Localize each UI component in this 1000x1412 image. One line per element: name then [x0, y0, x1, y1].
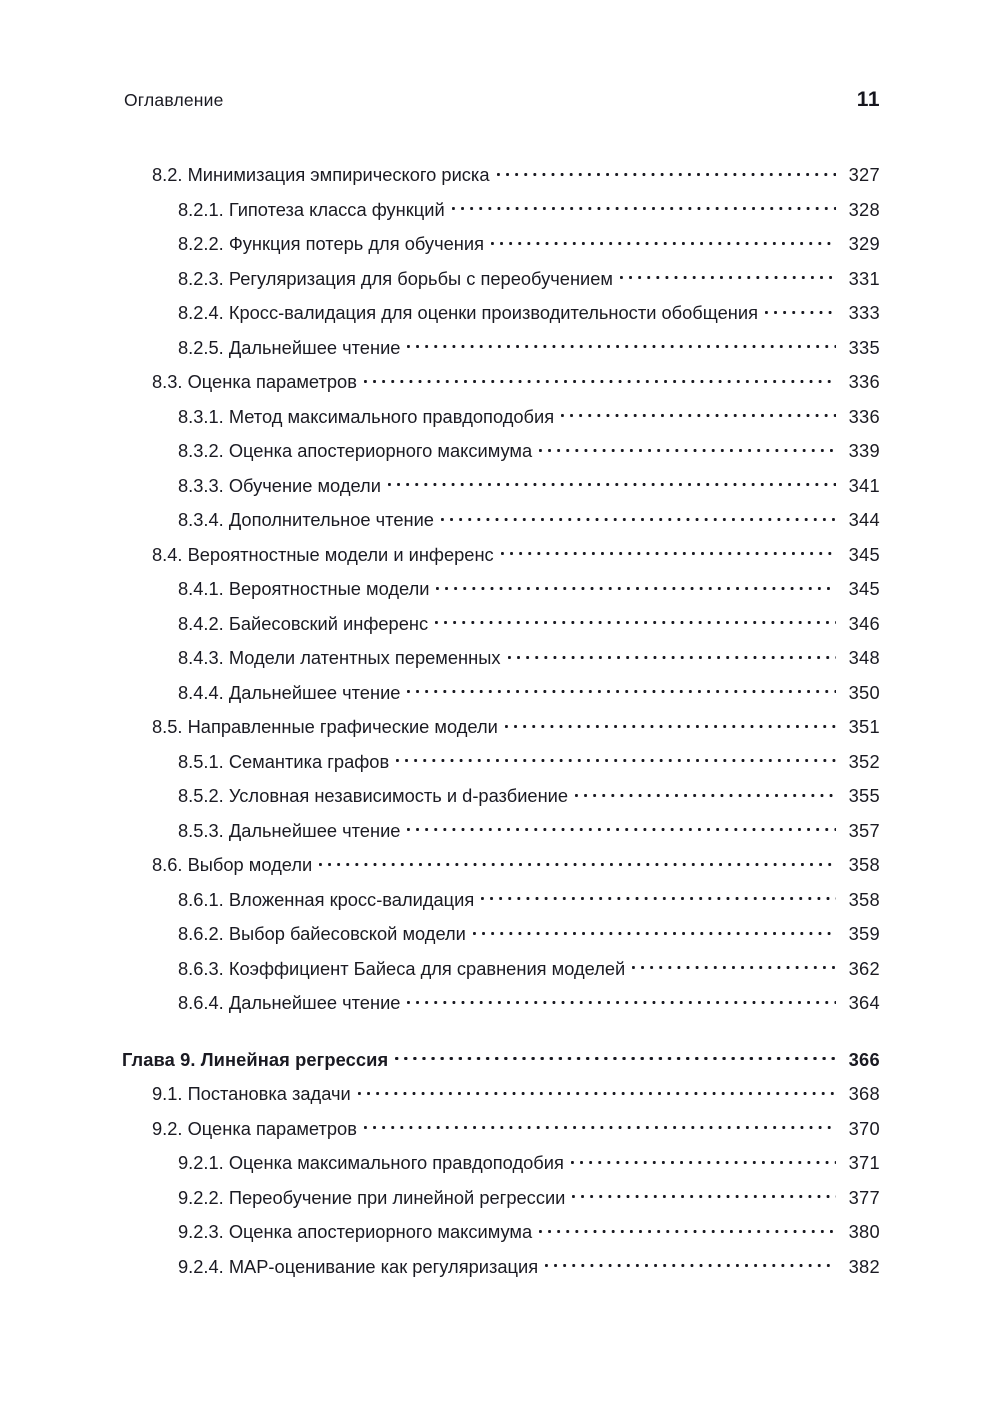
toc-entry-page-number: 327	[848, 164, 880, 186]
running-head	[124, 88, 880, 114]
dot-leader	[452, 198, 836, 216]
toc-entry-page-number: 333	[848, 302, 880, 324]
toc-entry-page-number: 358	[848, 854, 880, 876]
toc-entry-page-number: 366	[848, 1048, 880, 1070]
dot-leader	[765, 301, 836, 319]
toc-entry-page-number: 371	[848, 1152, 880, 1174]
dot-leader	[436, 577, 836, 595]
running-head-title: Оглавление	[124, 90, 224, 110]
toc-entry[interactable]	[0, 1151, 1000, 1186]
toc-entry[interactable]	[0, 991, 1000, 1026]
toc-entry-label: 9.1. Постановка задачи	[152, 1083, 351, 1105]
toc-entry-label: 8.2.4. Кросс-валидация для оценки производительности обобщения	[178, 302, 758, 324]
toc-entry-page-number: 344	[848, 509, 880, 531]
toc-entry-label: 8.5.3. Дальнейшее чтение	[178, 819, 401, 841]
toc-entry[interactable]	[0, 819, 1000, 854]
dot-leader	[497, 163, 837, 181]
toc-entry[interactable]	[0, 681, 1000, 716]
toc-entry-page-number: 377	[848, 1186, 880, 1208]
dot-leader	[388, 474, 836, 492]
dot-leader	[508, 646, 836, 664]
toc-entry-page-number: 368	[848, 1083, 880, 1105]
toc-entry-label: 8.3.1. Метод максимального правдоподобия	[178, 405, 555, 427]
toc-entry[interactable]	[0, 439, 1000, 474]
toc-entry-label: 8.6.2. Выбор байесовской модели	[178, 923, 466, 945]
toc-entry-label: 9.2.1. Оценка максимального правдоподобия	[178, 1152, 564, 1174]
toc-entry[interactable]	[0, 1117, 1000, 1152]
toc-entry[interactable]	[0, 1220, 1000, 1255]
table-of-contents-list	[0, 163, 1000, 1289]
toc-chapter-entry[interactable]	[0, 1048, 1000, 1083]
toc-entry[interactable]	[0, 508, 1000, 543]
dot-leader	[491, 232, 836, 250]
dot-leader	[407, 991, 836, 1009]
toc-entry[interactable]	[0, 1255, 1000, 1290]
dot-leader	[441, 508, 836, 526]
toc-entry[interactable]	[0, 957, 1000, 992]
toc-entry-page-number: 351	[848, 716, 880, 738]
toc-entry[interactable]	[0, 267, 1000, 302]
toc-entry[interactable]	[0, 612, 1000, 647]
toc-entry-label: 8.2.2. Функция потерь для обучения	[178, 233, 484, 255]
toc-entry[interactable]	[0, 198, 1000, 233]
toc-entry[interactable]	[0, 405, 1000, 440]
toc-entry-label: Глава 9. Линейная регрессия	[122, 1048, 389, 1070]
toc-entry[interactable]	[0, 163, 1000, 198]
toc-entry-page-number: 358	[848, 888, 880, 910]
toc-entry-label: 8.6.1. Вложенная кросс-валидация	[178, 888, 475, 910]
dot-leader	[364, 370, 836, 388]
toc-entry[interactable]	[0, 1186, 1000, 1221]
dot-leader	[539, 1220, 836, 1238]
dot-leader	[571, 1151, 836, 1169]
toc-entry[interactable]	[0, 577, 1000, 612]
dot-leader	[481, 888, 836, 906]
page-folio-number: 11	[856, 88, 880, 111]
dot-leader	[319, 853, 836, 871]
toc-entry-label: 8.4. Вероятностные модели и инференс	[152, 543, 494, 565]
toc-entry[interactable]	[0, 646, 1000, 681]
toc-entry-label: 8.2.1. Гипотеза класса функций	[178, 198, 445, 220]
toc-entry-page-number: 346	[848, 612, 880, 634]
dot-leader	[501, 543, 836, 561]
toc-entry-page-number: 335	[848, 336, 880, 358]
toc-entry-page-number: 336	[848, 405, 880, 427]
dot-leader	[358, 1082, 836, 1100]
dot-leader	[407, 819, 836, 837]
dot-leader	[505, 715, 836, 733]
dot-leader	[572, 1186, 836, 1204]
toc-entry-page-number: 328	[848, 198, 880, 220]
dot-leader	[620, 267, 836, 285]
toc-entry-page-number: 345	[848, 578, 880, 600]
dot-leader	[364, 1117, 836, 1135]
toc-entry[interactable]	[0, 232, 1000, 267]
toc-entry-label: 8.4.1. Вероятностные модели	[178, 578, 430, 600]
toc-entry-label: 9.2. Оценка параметров	[152, 1117, 357, 1139]
dot-leader	[539, 439, 836, 457]
toc-entry-page-number: 345	[848, 543, 880, 565]
dot-leader	[632, 957, 836, 975]
toc-entry-page-number: 355	[848, 785, 880, 807]
toc-entry[interactable]	[0, 784, 1000, 819]
toc-entry[interactable]	[0, 715, 1000, 750]
dot-leader	[407, 336, 836, 354]
toc-entry-page-number: 350	[848, 681, 880, 703]
toc-entry-page-number: 364	[848, 992, 880, 1014]
toc-entry[interactable]	[0, 336, 1000, 371]
toc-entry-label: 8.4.2. Байесовский инференс	[178, 612, 429, 634]
toc-entry-label: 8.2.5. Дальнейшее чтение	[178, 336, 401, 358]
toc-entry[interactable]	[0, 922, 1000, 957]
toc-entry[interactable]	[0, 750, 1000, 785]
dot-leader	[407, 681, 836, 699]
toc-entry-label: 8.4.4. Дальнейшее чтение	[178, 681, 401, 703]
toc-entry[interactable]	[0, 1082, 1000, 1117]
toc-entry-page-number: 380	[848, 1221, 880, 1243]
toc-entry-label: 8.6. Выбор модели	[152, 854, 313, 876]
toc-entry[interactable]	[0, 474, 1000, 509]
dot-leader	[395, 1048, 836, 1066]
toc-entry-label: 8.6.3. Коэффициент Байеса для сравнения моделей	[178, 957, 626, 979]
toc-entry-page-number: 359	[848, 923, 880, 945]
dot-leader	[435, 612, 836, 630]
toc-entry-label: 8.5. Направленные графические модели	[152, 716, 498, 738]
dot-leader	[545, 1255, 836, 1273]
toc-entry-page-number: 382	[848, 1255, 880, 1277]
toc-entry-page-number: 341	[848, 474, 880, 496]
toc-entry[interactable]	[0, 853, 1000, 888]
toc-entry-label: 9.2.2. Переобучение при линейной регрессии	[178, 1186, 566, 1208]
toc-entry-page-number: 362	[848, 957, 880, 979]
toc-entry-page-number: 331	[848, 267, 880, 289]
toc-entry-label: 8.3.3. Обучение модели	[178, 474, 381, 496]
toc-entry-page-number: 339	[848, 440, 880, 462]
toc-entry-label: 8.5.1. Семантика графов	[178, 750, 390, 772]
toc-entry-label: 8.2. Минимизация эмпирического риска	[152, 164, 490, 186]
toc-entry[interactable]	[0, 888, 1000, 923]
toc-entry-page-number: 348	[848, 647, 880, 669]
toc-entry-label: 8.3.2. Оценка апостериорного максимума	[178, 440, 533, 462]
toc-entry-page-number: 370	[848, 1117, 880, 1139]
dot-leader	[561, 405, 836, 423]
toc-entry-page-number: 357	[848, 819, 880, 841]
toc-entry-label: 9.2.4. MAP-оценивание как регуляризация	[178, 1255, 539, 1277]
toc-entry-label: 8.2.3. Регуляризация для борьбы с переобучением	[178, 267, 614, 289]
toc-entry-label: 8.5.2. Условная независимость и d-разбиение	[178, 785, 569, 807]
toc-entry-label: 9.2.3. Оценка апостериорного максимума	[178, 1221, 533, 1243]
toc-entry-page-number: 352	[848, 750, 880, 772]
toc-entry-label: 8.4.3. Модели латентных переменных	[178, 647, 501, 669]
toc-entry[interactable]	[0, 301, 1000, 336]
dot-leader	[473, 922, 836, 940]
toc-entry-label: 8.3.4. Дополнительное чтение	[178, 509, 434, 531]
toc-entry-label: 8.6.4. Дальнейшее чтение	[178, 992, 401, 1014]
toc-entry[interactable]	[0, 543, 1000, 578]
dot-leader	[575, 784, 836, 802]
dot-leader	[396, 750, 836, 768]
toc-entry-page-number: 329	[848, 233, 880, 255]
toc-entry-page-number: 336	[848, 371, 880, 393]
toc-entry-label: 8.3. Оценка параметров	[152, 371, 357, 393]
toc-entry[interactable]	[0, 370, 1000, 405]
